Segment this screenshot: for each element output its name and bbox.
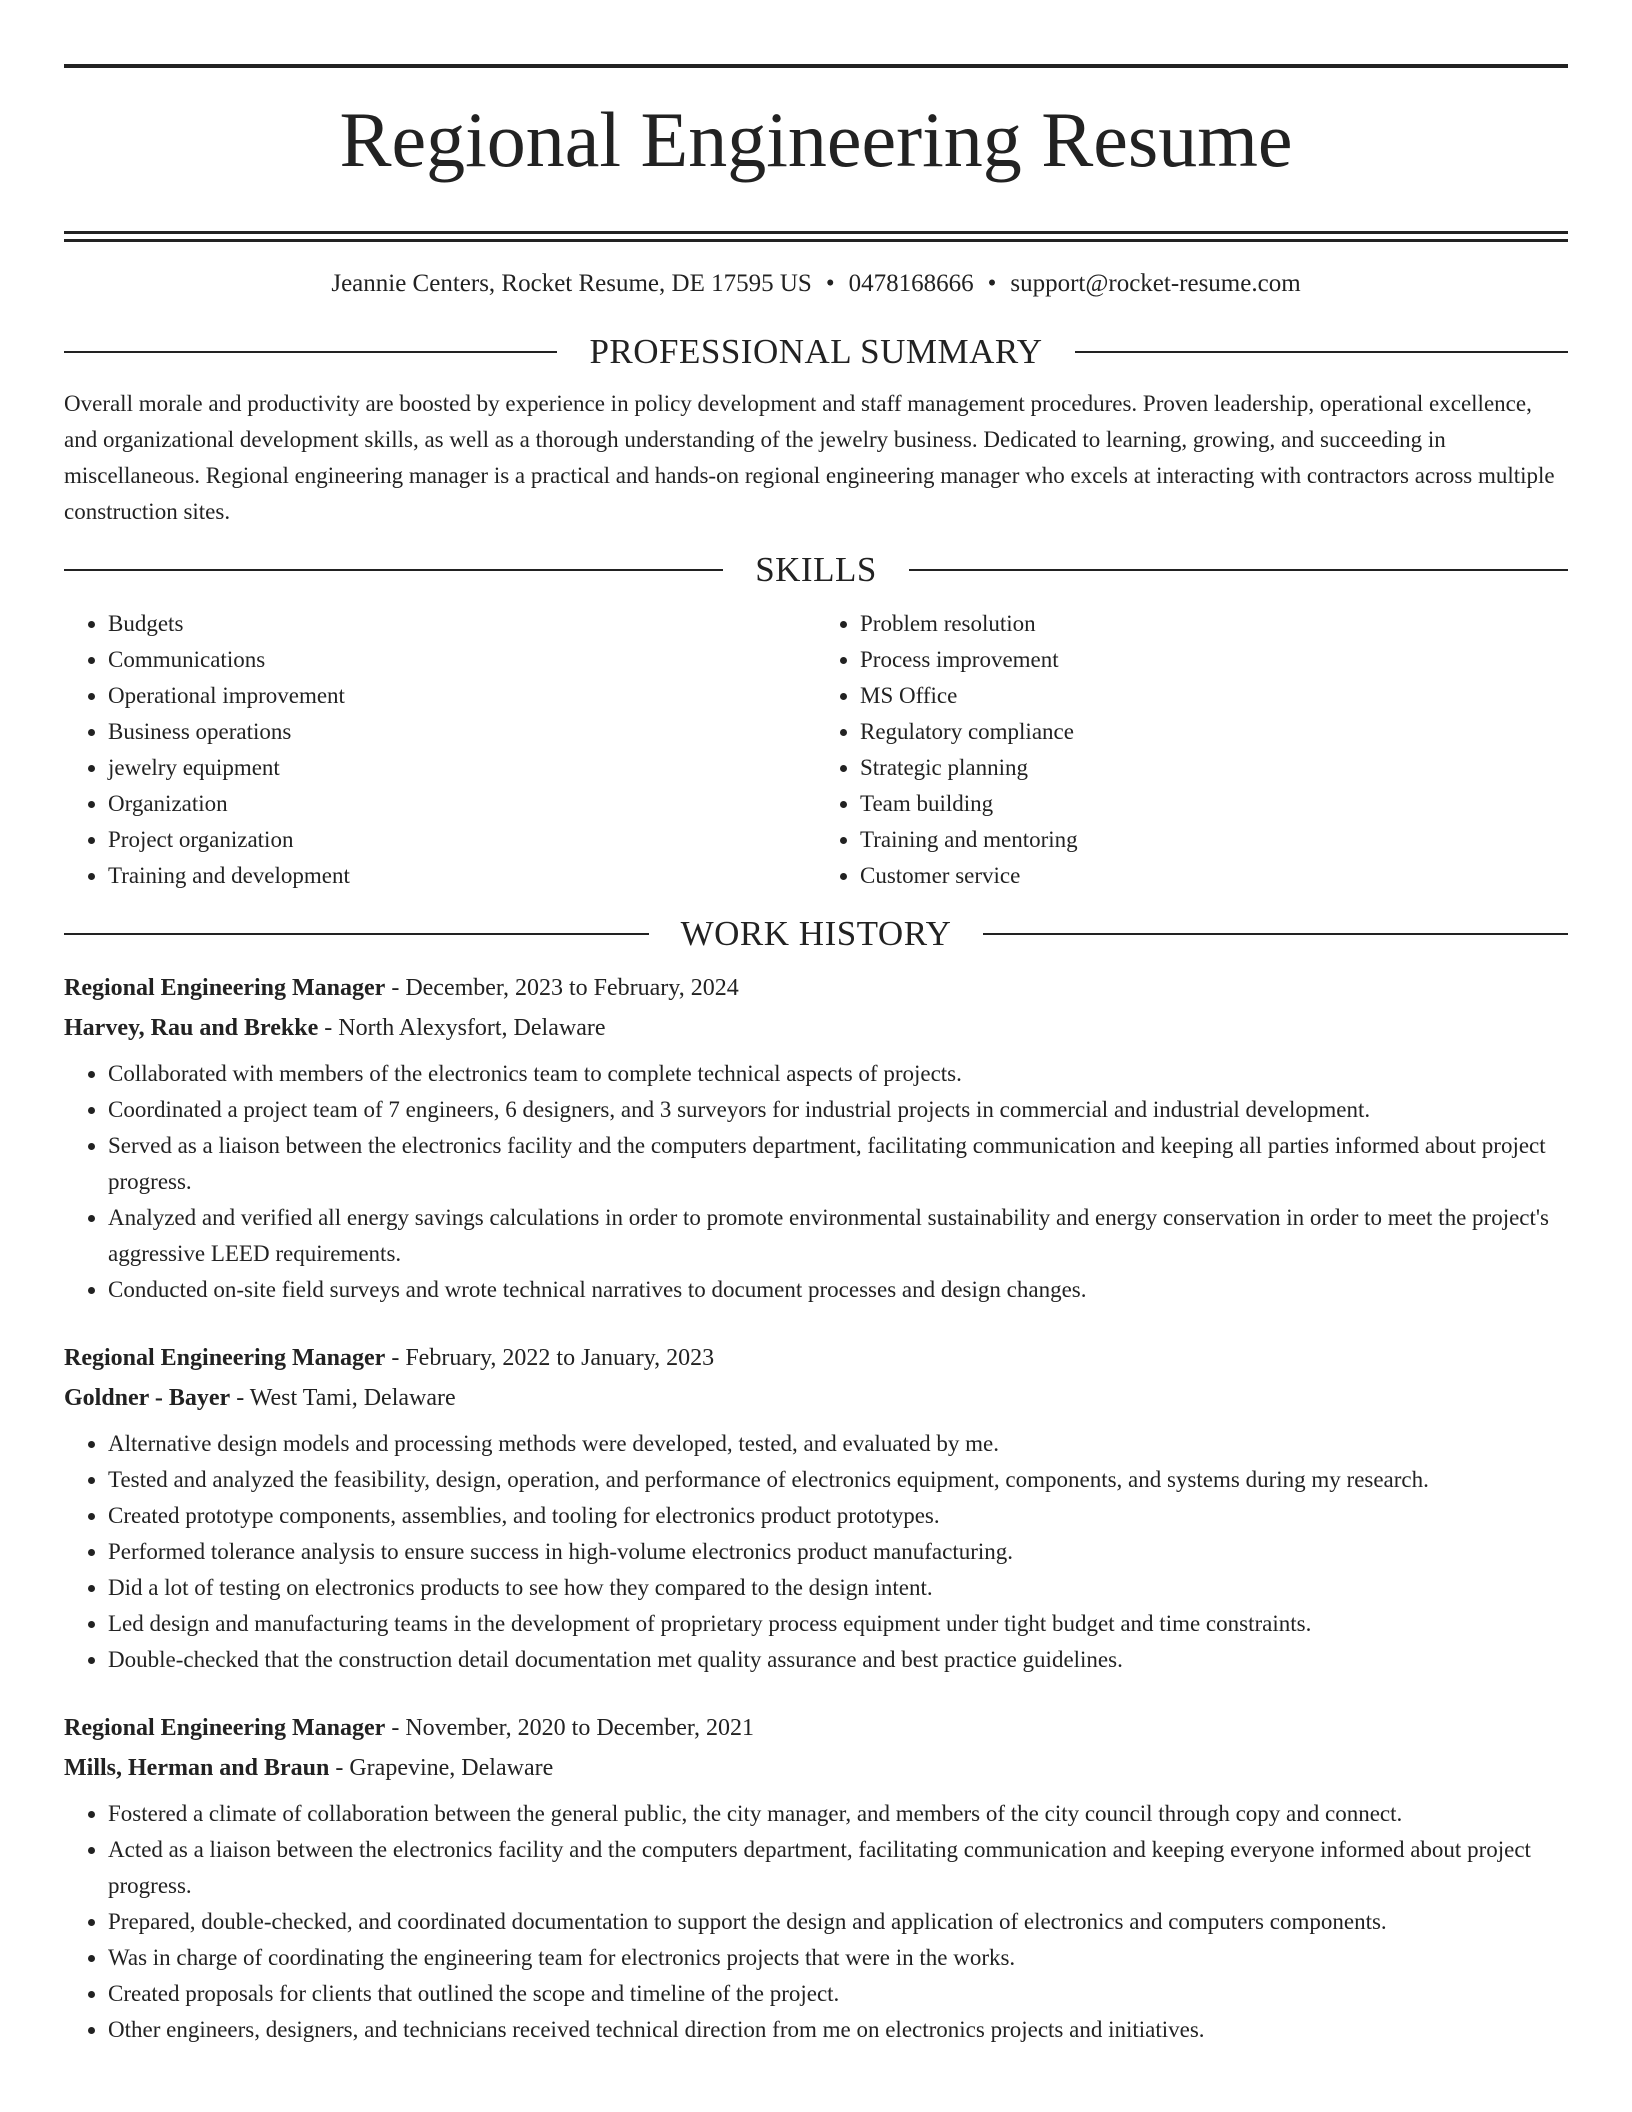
job-location: - West Tami, Delaware xyxy=(230,1385,456,1412)
job-title: Regional Engineering Manager xyxy=(64,975,386,1002)
skill-item: • Project organization xyxy=(108,822,816,858)
section-rule xyxy=(64,933,649,935)
job-company-line xyxy=(64,1748,1568,1788)
skill-item: • Customer service xyxy=(860,858,1568,894)
job-duty-item: • Led design and manufacturing teams in the development of proprietary process equipment under tight budget and time constraints. xyxy=(108,1606,1568,1642)
job-title-line xyxy=(64,968,1568,1008)
section-rule xyxy=(1075,351,1568,353)
job-duty-item: • Fostered a climate of collaboration between the general public, the city manager, and members of the city council through copy and connect. xyxy=(108,1796,1568,1832)
job-duty-item: • Other engineers, designers, and technicians received technical direction from me on electronics projects and initiatives. xyxy=(108,2012,1568,2048)
job-location: - Grapevine, Delaware xyxy=(329,1755,554,1782)
job-company-line xyxy=(64,1008,1568,1048)
skill-item: • Process improvement xyxy=(860,642,1568,678)
section-rule xyxy=(64,569,723,571)
skills-list-right xyxy=(816,606,1568,894)
job-duty-item: • Double-checked that the construction detail documentation met quality assurance and best practice guidelines. xyxy=(108,1642,1568,1678)
job-duty-item: • Did a lot of testing on electronics products to see how they compared to the design intent. xyxy=(108,1570,1568,1606)
job-duty-item: • Created prototype components, assemblies, and tooling for electronics product prototypes. xyxy=(108,1498,1568,1534)
job-location: - North Alexysfort, Delaware xyxy=(318,1015,606,1042)
job-duty-item: • Conducted on-site field surveys and wrote technical narratives to document processes and design changes. xyxy=(108,1272,1568,1308)
job-duty-item: • Alternative design models and processing methods were developed, tested, and evaluated by me. xyxy=(108,1426,1568,1462)
skill-item: • Problem resolution xyxy=(860,606,1568,642)
section-title-summary: PROFESSIONAL SUMMARY xyxy=(589,332,1043,372)
job-duty-item: • Served as a liaison between the electronics facility and the computers department, facilitating communication and keeping all parties informed about project progress. xyxy=(108,1128,1568,1200)
job-duty-item: • Was in charge of coordinating the engineering team for electronics projects that were in the works. xyxy=(108,1940,1568,1976)
job-dates: - February, 2022 to January, 2023 xyxy=(385,1345,715,1372)
section-rule xyxy=(909,569,1568,571)
skill-item: • jewelry equipment xyxy=(108,750,816,786)
contact-phone: 0478168666 xyxy=(848,270,974,298)
job-company-line xyxy=(64,1378,1568,1418)
skills-section-header xyxy=(64,550,1568,590)
job-title: Regional Engineering Manager xyxy=(64,1715,386,1742)
job-company: Harvey, Rau and Brekke xyxy=(64,1015,319,1042)
section-rule xyxy=(983,933,1568,935)
top-rule xyxy=(64,64,1568,68)
skills-list-left xyxy=(64,606,816,894)
skill-item: • Budgets xyxy=(108,606,816,642)
section-title-work: WORK HISTORY xyxy=(680,914,952,954)
title-double-rule xyxy=(64,231,1568,242)
skill-item: • Training and development xyxy=(108,858,816,894)
job-duty-item: • Collaborated with members of the electronics team to complete technical aspects of projects. xyxy=(108,1056,1568,1092)
job-entry xyxy=(64,1338,1568,1678)
job-dates: - November, 2020 to December, 2021 xyxy=(385,1715,754,1742)
skill-item: • Team building xyxy=(860,786,1568,822)
skill-item: • Regulatory compliance xyxy=(860,714,1568,750)
job-duty-item: • Acted as a liaison between the electronics facility and the computers department, facilitating communication and keeping everyone informed about project progress. xyxy=(108,1832,1568,1904)
skill-item: • Training and mentoring xyxy=(860,822,1568,858)
skills-columns xyxy=(64,606,1568,894)
resume-page xyxy=(64,0,1568,2048)
contact-address: Jeannie Centers, Rocket Resume, DE 17595 US xyxy=(331,270,812,298)
job-dates: - December, 2023 to February, 2024 xyxy=(385,975,739,1002)
skill-item: • Strategic planning xyxy=(860,750,1568,786)
job-title-line xyxy=(64,1338,1568,1378)
job-title: Regional Engineering Manager xyxy=(64,1345,386,1372)
work-section-header xyxy=(64,914,1568,954)
summary-paragraph: Overall morale and productivity are boosted by experience in policy development and staff management procedures. Proven leadership, operational excellence, and organizational development skills, as well as a thorough understanding of the jewelry business. Dedicated to learning, growing, and succeeding in miscellaneous. Regional engineering manager is a practical and hands-on regional engineering manager who excels at interacting with contractors across multiple construction sites. xyxy=(64,391,1555,525)
job-title-line xyxy=(64,1708,1568,1748)
job-duties-list xyxy=(64,1056,1568,1308)
skill-item: • Communications xyxy=(108,642,816,678)
job-company: Goldner - Bayer xyxy=(64,1385,231,1412)
skill-item: • Operational improvement xyxy=(108,678,816,714)
resume-title: Regional Engineering Resume xyxy=(339,96,1293,183)
job-duty-item: • Coordinated a project team of 7 engineers, 6 designers, and 3 surveyors for industrial projects in commercial and industrial development. xyxy=(108,1092,1568,1128)
job-duty-item: • Prepared, double-checked, and coordinated documentation to support the design and application of electronics and computers components. xyxy=(108,1904,1568,1940)
job-duty-item: • Performed tolerance analysis to ensure success in high-volume electronics product manufacturing. xyxy=(108,1534,1568,1570)
job-duties-list xyxy=(64,1426,1568,1678)
section-rule xyxy=(64,351,557,353)
section-title-skills: SKILLS xyxy=(755,550,877,590)
contact-separator: • xyxy=(825,270,835,298)
job-duty-item: • Created proposals for clients that outlined the scope and timeline of the project. xyxy=(108,1976,1568,2012)
skill-item: • Organization xyxy=(108,786,816,822)
contact-line xyxy=(64,268,1568,300)
contact-separator: • xyxy=(987,270,997,298)
job-duty-item: • Tested and analyzed the feasibility, design, operation, and performance of electronics equipment, components, and systems during my research. xyxy=(108,1462,1568,1498)
summary-section-header xyxy=(64,332,1568,372)
work-history-list xyxy=(64,968,1568,2048)
job-duty-item: • Analyzed and verified all energy savings calculations in order to promote environmental sustainability and energy conservation in order to meet the project's aggressive LEED requirements. xyxy=(108,1200,1568,1272)
job-entry xyxy=(64,968,1568,1308)
skill-item: • MS Office xyxy=(860,678,1568,714)
job-company: Mills, Herman and Braun xyxy=(64,1755,330,1782)
job-entry xyxy=(64,1708,1568,2048)
contact-email: support@rocket-resume.com xyxy=(1010,270,1301,298)
skill-item: • Business operations xyxy=(108,714,816,750)
job-duties-list xyxy=(64,1796,1568,2048)
